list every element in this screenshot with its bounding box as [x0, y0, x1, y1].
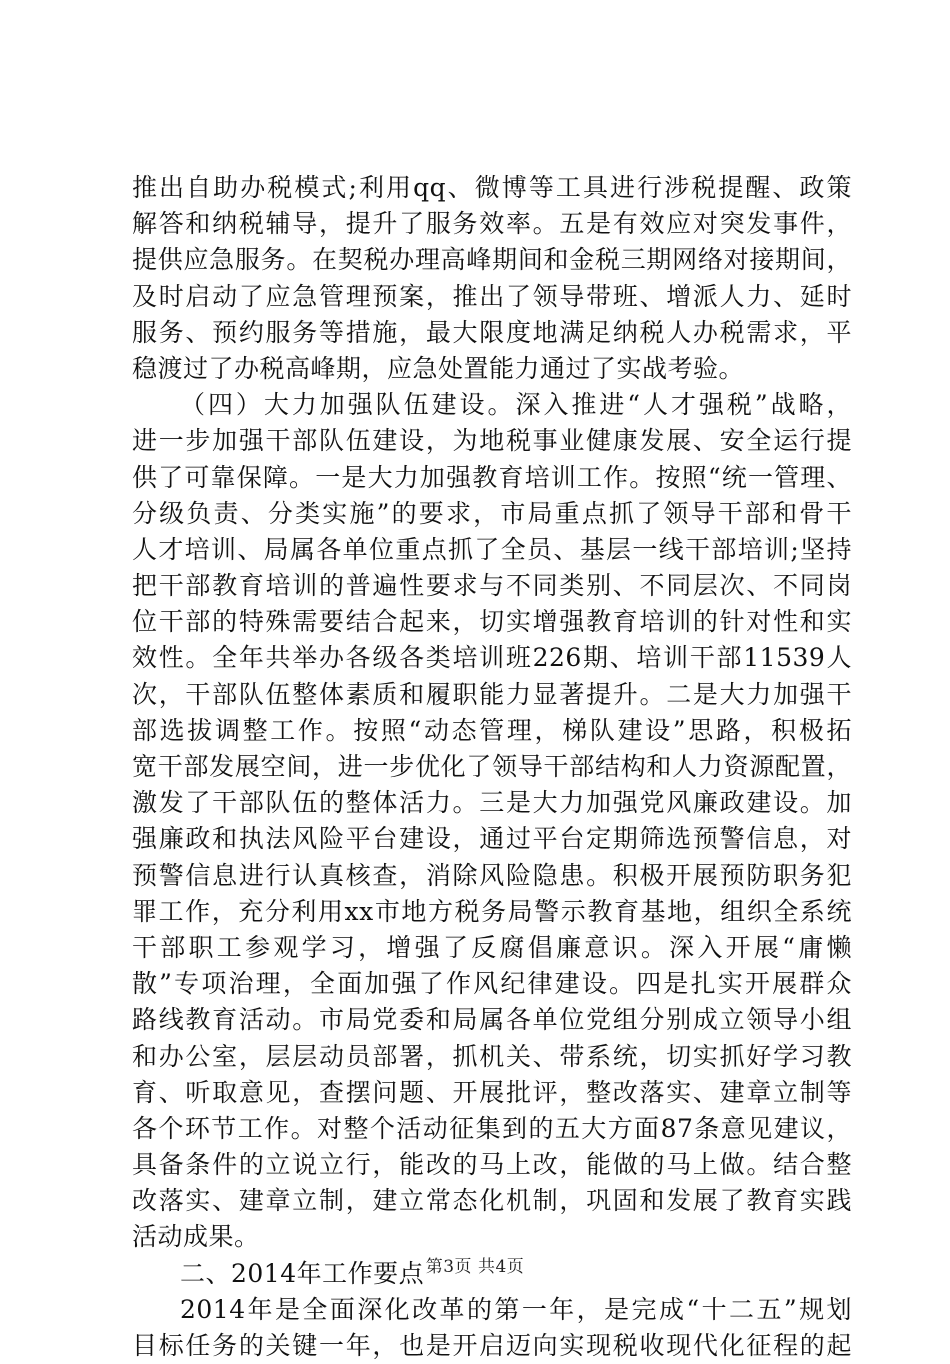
text-line: 稳渡过了办税高峰期，应急处置能力通过了实战考验。 [132, 353, 745, 383]
text-line: 人才培训、局属各单位重点抓了全员、基层一线干部培训;坚持 [132, 534, 852, 564]
text-line: 次，干部队伍整体素质和履职能力显著提升。二是大力加强干 [132, 679, 852, 709]
text-line: 推出自助办税模式;利用qq、微博等工具进行涉税提醒、政策 [132, 173, 852, 202]
text-line: 位干部的特殊需要结合起来，切实增强教育培训的针对性和实 [132, 607, 852, 637]
text-line: 宽干部发展空间，进一步优化了领导干部结构和人力资源配置， [132, 752, 852, 781]
text-line: 散”专项治理，全面加强了作风纪律建设。四是扎实开展群众 [132, 969, 852, 999]
text-line: 活动成果。 [132, 1222, 260, 1252]
text-line: 罪工作，充分利用xx市地方税务局警示教育基地，组织全系统 [132, 896, 852, 926]
text-line: 及时启动了应急管理预案，推出了领导带班、增派人力、延时 [132, 281, 852, 311]
text-line: 强廉政和执法风险平台建设，通过平台定期筛选预警信息，对 [132, 824, 852, 854]
text-line: 路线教育活动。市局党委和局属各单位党组分别成立领导小组 [132, 1005, 852, 1035]
text-line: 具备条件的立说立行，能改的马上改，能做的马上做。结合整 [132, 1150, 852, 1180]
text-line: 育、听取意见，查摆问题、开展批评，整改落实、建章立制等 [132, 1077, 852, 1107]
text-line: 和办公室，层层动员部署，抓机关、带系统，切实抓好学习教 [132, 1041, 852, 1071]
text-line: 提供应急服务。在契税办理高峰期间和金税三期网络对接期间， [132, 245, 852, 275]
text-line: 供了可靠保障。一是大力加强教育培训工作。按照“统一管理、 [132, 462, 852, 492]
text-line: 目标任务的关键一年，也是开启迈向实现税收现代化征程的起 [132, 1331, 852, 1360]
section-heading: 二、2014年工作要点 [180, 1258, 425, 1288]
paragraph-start-line: 2014年是全面深化改革的第一年，是完成“十二五”规划 [180, 1294, 852, 1324]
text-line: 进一步加强干部队伍建设，为地税事业健康发展、安全运行提 [132, 426, 852, 456]
page-number-footer: 第3页 共4页 [425, 1257, 525, 1277]
text-line: 把干部教育培训的普遍性要求与不同类别、不同层次、不同岗 [132, 571, 852, 601]
text-line: 预警信息进行认真核查，消除风险隐患。积极开展预防职务犯 [132, 860, 852, 890]
text-line: 干部职工参观学习，增强了反腐倡廉意识。深入开展“庸懒 [132, 932, 852, 962]
text-line: 效性。全年共举办各级各类培训班226期、培训干部11539人 [132, 643, 852, 673]
text-line: 部选拔调整工作。按照“动态管理，梯队建设”思路，积极拓 [132, 715, 852, 745]
text-line: 分级负责、分类实施”的要求，市局重点抓了领导干部和骨干 [132, 498, 852, 528]
section-heading-line: （四）大力加强队伍建设。深入推进“人才强税”战略， [180, 390, 852, 420]
text-line: 各个环节工作。对整个活动征集到的五大方面87条意见建议， [132, 1113, 852, 1143]
document-body [132, 170, 852, 1364]
text-line: 激发了干部队伍的整体活力。三是大力加强党风廉政建设。加 [132, 788, 852, 818]
text-line: 改落实、建章立制，建立常态化机制，巩固和发展了教育实践 [132, 1186, 852, 1216]
text-line: 服务、预约服务等措施，最大限度地满足纳税人办税需求，平 [132, 317, 852, 347]
text-line: 解答和纳税辅导，提升了服务效率。五是有效应对突发事件， [132, 209, 852, 239]
